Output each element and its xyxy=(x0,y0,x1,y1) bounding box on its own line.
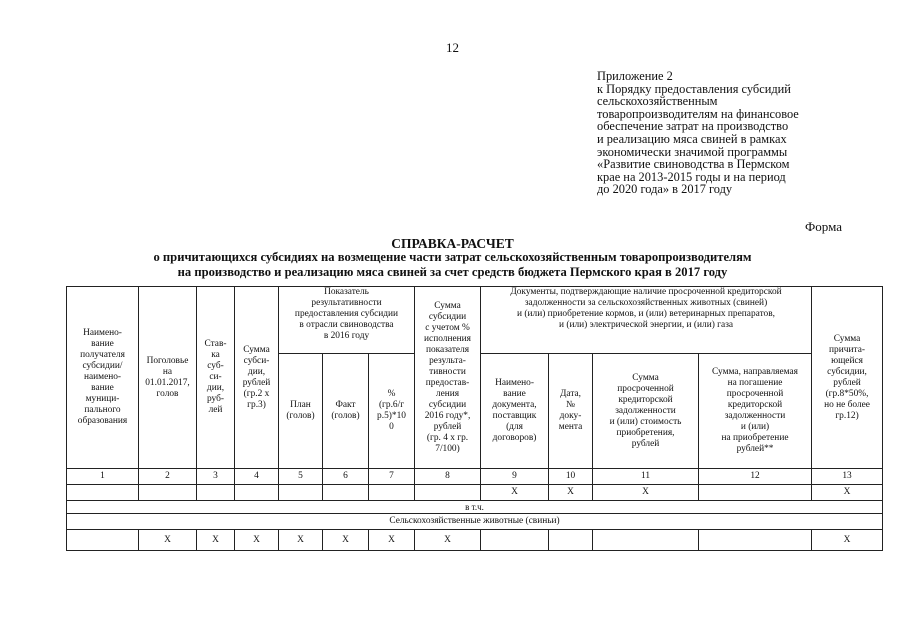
document-title: СПРАВКА-РАСЧЕТ xyxy=(391,236,514,251)
column-number: 5 xyxy=(279,469,323,485)
table-row xyxy=(67,485,883,501)
appendix-line: экономически значимой программы xyxy=(597,144,788,159)
appendix-line: «Развитие свиноводства в Пермском xyxy=(597,157,790,172)
table-row xyxy=(67,501,883,514)
column-number: 2 xyxy=(139,469,197,485)
table-cell: X xyxy=(197,530,235,551)
column-numbers-row xyxy=(67,469,883,485)
header-overdue-debt: Сумма просроченной кредиторской задолженности и (или) стоимость приобретения, рублей xyxy=(593,354,699,469)
header-documents: Документы, подтверждающие наличие просроченной кредиторской задолженности за сельскохозяйственных животных (свиней) и (или) приобретение кормов, и (или) ветеринарных препаратов, и (или) электрической энергии, и (или) газа xyxy=(481,287,812,354)
table-cell xyxy=(481,530,549,551)
table-cell xyxy=(67,530,139,551)
table-cell xyxy=(197,485,235,501)
table-cell: X xyxy=(323,530,369,551)
subtitle-line: о причитающихся субсидиях на возмещение части затрат сельскохозяйственным товаропроизводителям xyxy=(153,250,752,264)
column-number: 9 xyxy=(481,469,549,485)
table-cell xyxy=(323,485,369,501)
column-number: 3 xyxy=(197,469,235,485)
header-percent: % (гр.6/г р.5)*10 0 xyxy=(369,354,415,469)
header-rate: Став- ка суб- си- дии, руб- лей xyxy=(197,287,235,469)
form-label: Форма xyxy=(805,219,842,234)
appendix-line: и реализацию мяса свиней в рамках xyxy=(597,131,787,146)
table-cell xyxy=(593,530,699,551)
header-due-subsidy: Сумма причита- ющейся субсидии, рублей (гр.8*50%, но не более гр.12) xyxy=(812,287,883,469)
table-cell xyxy=(139,485,197,501)
column-number: 6 xyxy=(323,469,369,485)
table-cell: X xyxy=(235,530,279,551)
table-cell: X xyxy=(812,530,883,551)
subsidy-calculation-table xyxy=(66,286,883,551)
header-performance-indicator: Показатель результативности предоставления субсидии в отрасли свиноводства в 2016 году xyxy=(279,287,415,354)
header-document-date: Дата, № доку- мента xyxy=(549,354,593,469)
header-fact: Факт (голов) xyxy=(323,354,369,469)
table-row xyxy=(67,530,883,551)
table-cell xyxy=(279,485,323,501)
page-number: 12 xyxy=(446,40,459,55)
column-number: 1 xyxy=(67,469,139,485)
appendix-line: Приложение 2 xyxy=(597,69,673,83)
column-number: 7 xyxy=(369,469,415,485)
appendix-line: сельскохозяйственным xyxy=(597,94,718,109)
appendix-line: крае на 2013-2015 годы и на период xyxy=(597,169,786,184)
header-recipient: Наимено- вание получателя субсидии/ наимено- вание муници- пального образования xyxy=(67,287,139,469)
table-cell xyxy=(699,485,812,501)
table-cell xyxy=(415,485,481,501)
table-cell xyxy=(699,530,812,551)
table-row xyxy=(67,514,883,530)
table-cell: X xyxy=(481,485,549,501)
table-cell: X xyxy=(369,530,415,551)
header-subsidy-sum: Сумма субси- дии, рублей (гр.2 х гр.3) xyxy=(235,287,279,469)
column-number: 12 xyxy=(699,469,812,485)
header-livestock: Поголовье на 01.01.2017, голов xyxy=(139,287,197,469)
appendix-line: товаропроизводителям на финансовое xyxy=(597,106,799,121)
table-cell xyxy=(67,485,139,501)
animals-label: Сельскохозяйственные животные (свиньи) xyxy=(67,514,883,530)
header-plan: План (голов) xyxy=(279,354,323,469)
appendix-line: обеспечение затрат на производство xyxy=(597,119,789,134)
header-document-name: Наимено- вание документа, поставщик (для договоров) xyxy=(481,354,549,469)
table-cell xyxy=(369,485,415,501)
table-cell: X xyxy=(812,485,883,501)
table-cell xyxy=(235,485,279,501)
including-label: в т.ч. xyxy=(67,501,883,514)
table-cell: X xyxy=(415,530,481,551)
subtitle-line: на производство и реализацию мяса свиней за счет средств бюджета Пермского края в 2017 году xyxy=(177,264,728,279)
column-number: 11 xyxy=(593,469,699,485)
document-subtitle xyxy=(0,250,905,279)
table-cell xyxy=(549,530,593,551)
appendix-line: до 2020 года» в 2017 году xyxy=(597,182,733,197)
column-number: 8 xyxy=(415,469,481,485)
appendix-block xyxy=(597,70,887,196)
column-number: 13 xyxy=(812,469,883,485)
table-cell: X xyxy=(279,530,323,551)
column-number: 10 xyxy=(549,469,593,485)
header-adjusted-subsidy: Сумма субсидии с учетом % исполнения показателя результа- тивности предостав- ления субсидии 2016 году*, рублей (гр. 4 х гр. 7/100) xyxy=(415,287,481,469)
table-cell: X xyxy=(139,530,197,551)
table-cell: X xyxy=(549,485,593,501)
table-cell: X xyxy=(593,485,699,501)
header-repayment-sum: Сумма, направляемая на погашение просроченной кредиторской задолженности и (или) на приобретение рублей** xyxy=(699,354,812,469)
column-number: 4 xyxy=(235,469,279,485)
appendix-line: к Порядку предоставления субсидий xyxy=(597,81,791,96)
